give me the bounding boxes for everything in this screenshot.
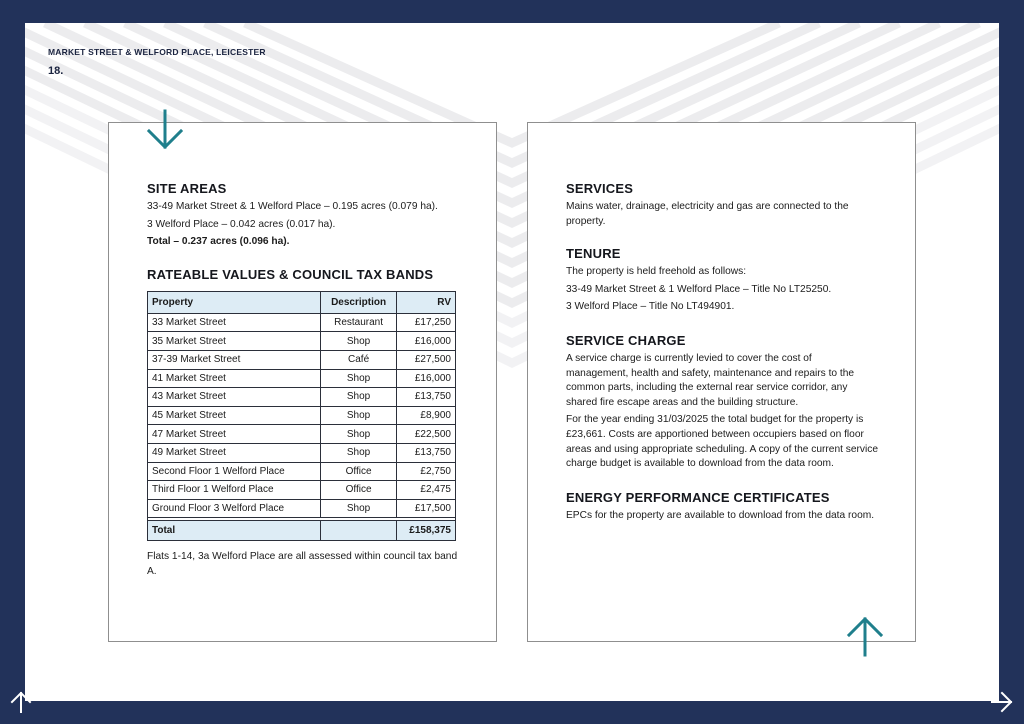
cell-property: 49 Market Street xyxy=(148,443,321,462)
cell-description: Office xyxy=(321,462,397,481)
cell-property: Ground Floor 3 Welford Place xyxy=(148,499,321,518)
service-charge-heading: SERVICE CHARGE xyxy=(566,332,686,348)
table-row xyxy=(148,388,456,407)
tenure-heading: TENURE xyxy=(566,246,621,262)
column-header-description: Description xyxy=(321,291,397,313)
right-panel xyxy=(527,122,916,642)
total-value: £158,375 xyxy=(397,521,456,541)
cell-description: Café xyxy=(321,350,397,369)
next-page-button[interactable] xyxy=(990,690,1014,714)
cell-property: 45 Market Street xyxy=(148,406,321,425)
cell-rv: £13,750 xyxy=(397,388,456,407)
site-areas-heading: SITE AREAS xyxy=(147,181,227,196)
cell-description: Shop xyxy=(321,425,397,444)
table-row xyxy=(148,369,456,388)
cell-property: 37-39 Market Street xyxy=(148,350,321,369)
cell-description: Shop xyxy=(321,406,397,425)
site-areas-total: Total – 0.237 acres (0.096 ha). xyxy=(147,236,290,248)
arrow-down-icon xyxy=(145,109,185,151)
table-row xyxy=(148,313,456,332)
cell-description: Shop xyxy=(321,499,397,518)
document-title: MARKET STREET & WELFORD PLACE, LEICESTER xyxy=(48,47,266,57)
column-header-property: Property xyxy=(148,291,321,313)
left-content xyxy=(147,181,477,580)
table-row xyxy=(148,462,456,481)
table-row xyxy=(148,481,456,500)
previous-page-button[interactable] xyxy=(9,690,33,714)
tenure-line-1: The property is held freehold as follows: xyxy=(566,266,747,278)
services-text: Mains water, drainage, electricity and gas are connected to the property. xyxy=(566,201,849,227)
total-label: Total xyxy=(148,521,321,541)
cell-description: Shop xyxy=(321,443,397,462)
cell-rv: £16,000 xyxy=(397,369,456,388)
tenure-line-2: 33-49 Market Street & 1 Welford Place – Title No LT25250. xyxy=(566,283,832,295)
total-empty-cell xyxy=(321,521,397,541)
cell-description: Office xyxy=(321,481,397,500)
table-total-row xyxy=(148,521,456,541)
cell-rv: £16,000 xyxy=(397,332,456,351)
cell-rv: £2,475 xyxy=(397,481,456,500)
cell-rv: £27,500 xyxy=(397,350,456,369)
right-content xyxy=(566,181,891,523)
rateable-values-heading: RATEABLE VALUES & COUNCIL TAX BANDS xyxy=(147,266,434,282)
table-row xyxy=(148,350,456,369)
cell-property: 35 Market Street xyxy=(148,332,321,351)
cell-property: 43 Market Street xyxy=(148,388,321,407)
cell-property: 33 Market Street xyxy=(148,313,321,332)
table-row xyxy=(148,332,456,351)
site-areas-line-1: 33-49 Market Street & 1 Welford Place – 0.195 acres (0.079 ha). xyxy=(147,201,438,212)
epc-text: EPCs for the property are available to download from the data room. xyxy=(566,509,875,521)
cell-description: Shop xyxy=(321,332,397,351)
cell-description: Restaurant xyxy=(321,313,397,332)
cell-rv: £17,500 xyxy=(397,499,456,518)
cell-property: Second Floor 1 Welford Place xyxy=(148,462,321,481)
left-panel xyxy=(108,122,497,642)
epc-heading: ENERGY PERFORMANCE CERTIFICATES xyxy=(566,489,830,505)
cell-description: Shop xyxy=(321,388,397,407)
page xyxy=(25,23,999,701)
service-charge-paragraph-2: For the year ending 31/03/2025 the total budget for the property is £23,661. Costs are apportioned between occupiers based on floor areas and using appropriate scheduling. A copy of the current service charge budget is available to download from the data room. xyxy=(566,414,879,470)
cell-rv: £13,750 xyxy=(397,443,456,462)
cell-rv: £8,900 xyxy=(397,406,456,425)
table-row xyxy=(148,499,456,518)
cell-rv: £17,250 xyxy=(397,313,456,332)
council-tax-note: Flats 1-14, 3a Welford Place are all assessed within council tax band A. xyxy=(147,551,458,577)
cell-property: 47 Market Street xyxy=(148,425,321,444)
cell-property: 41 Market Street xyxy=(148,369,321,388)
table-row xyxy=(148,425,456,444)
tenure-line-3: 3 Welford Place – Title No LT494901. xyxy=(566,301,735,313)
cell-property: Third Floor 1 Welford Place xyxy=(148,481,321,500)
services-heading: SERVICES xyxy=(566,181,634,196)
table-row xyxy=(148,406,456,425)
page-number: 18. xyxy=(48,65,64,77)
table-row xyxy=(148,443,456,462)
rateable-values-table xyxy=(147,291,456,542)
site-areas-line-2: 3 Welford Place – 0.042 acres (0.017 ha). xyxy=(147,218,336,230)
column-header-rv: RV xyxy=(397,291,456,313)
cell-description: Shop xyxy=(321,369,397,388)
cell-rv: £2,750 xyxy=(397,462,456,481)
table-header-row xyxy=(148,291,456,313)
service-charge-paragraph-1: A service charge is currently levied to cover the cost of management, health and safety, maintenance and repairs to the common parts, including the external rear service corridor, any shared fire escape areas and the building structure. xyxy=(566,352,855,408)
arrow-up-icon xyxy=(845,615,885,657)
cell-rv: £22,500 xyxy=(397,425,456,444)
